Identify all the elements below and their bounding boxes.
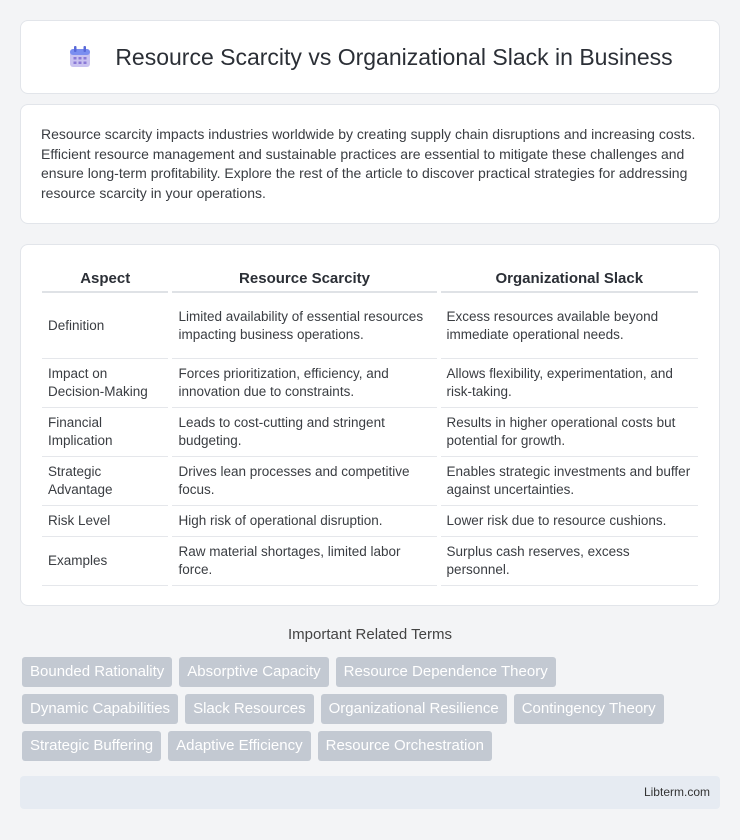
intro-text: Resource scarcity impacts industries worldwide by creating supply chain disruptions and increasing costs. Efficient resource management and sustainable practices are essential to mitigate these challenges and ensure long-term profitability. Explore the rest of the article to discover practical strategies for addressing resource scarcity in your operations. — [41, 126, 696, 201]
term-chip[interactable]: Slack Resources — [185, 694, 314, 724]
table-row — [42, 506, 698, 537]
table-cell: Enables strategic investments and buffer against uncertainties. — [441, 457, 698, 506]
table-cell: Forces prioritization, efficiency, and innovation due to constraints. — [172, 359, 436, 408]
table-cell: Risk Level — [42, 506, 168, 537]
table-cell: Financial Implication — [42, 408, 168, 457]
column-header: Organizational Slack — [441, 265, 698, 293]
term-chip[interactable]: Bounded Rationality — [22, 657, 172, 687]
table-cell: Results in higher operational costs but potential for growth. — [441, 408, 698, 457]
comparison-table — [38, 265, 702, 586]
comparison-card — [20, 244, 720, 606]
header-card — [20, 20, 720, 94]
calendar-icon — [67, 44, 93, 70]
table-cell: Lower risk due to resource cushions. — [441, 506, 698, 537]
table-cell: Leads to cost-cutting and stringent budgeting. — [172, 408, 436, 457]
table-cell: Strategic Advantage — [42, 457, 168, 506]
table-header-row — [42, 265, 698, 293]
term-row — [22, 731, 722, 761]
footer-link[interactable]: Libterm.com — [643, 785, 710, 799]
related-terms — [22, 657, 722, 768]
table-cell: High risk of operational disruption. — [172, 506, 436, 537]
table-cell: Examples — [42, 537, 168, 586]
table-cell: Drives lean processes and competitive focus. — [172, 457, 436, 506]
table-cell: Limited availability of essential resources impacting business operations. — [172, 293, 436, 359]
table-cell: Impact on Decision-Making — [42, 359, 168, 408]
related-terms-title: Important Related Terms — [288, 626, 452, 643]
table-row — [42, 457, 698, 506]
term-chip[interactable]: Contingency Theory — [514, 694, 664, 724]
column-header: Aspect — [42, 265, 168, 293]
table-cell: Allows flexibility, experimentation, and risk-taking. — [441, 359, 698, 408]
table-cell: Raw material shortages, limited labor force. — [172, 537, 436, 586]
term-chip[interactable]: Resource Orchestration — [318, 731, 492, 761]
page-title: Resource Scarcity vs Organizational Slack in Business — [115, 43, 673, 70]
column-header: Resource Scarcity — [172, 265, 436, 293]
intro-card — [20, 104, 720, 224]
term-chip[interactable]: Resource Dependence Theory — [336, 657, 556, 687]
term-chip[interactable]: Adaptive Efficiency — [168, 731, 310, 761]
term-chip[interactable]: Absorptive Capacity — [179, 657, 328, 687]
table-cell: Definition — [42, 293, 168, 359]
table-cell: Surplus cash reserves, excess personnel. — [441, 537, 698, 586]
term-chip[interactable]: Dynamic Capabilities — [22, 694, 178, 724]
table-cell: Excess resources available beyond immediate operational needs. — [441, 293, 698, 359]
table-row — [42, 293, 698, 359]
term-chip[interactable]: Strategic Buffering — [22, 731, 161, 761]
table-row — [42, 408, 698, 457]
table-row — [42, 537, 698, 586]
table-row — [42, 359, 698, 408]
term-chip[interactable]: Organizational Resilience — [321, 694, 507, 724]
term-row — [22, 657, 722, 687]
term-row — [22, 694, 722, 724]
footer — [20, 776, 720, 809]
